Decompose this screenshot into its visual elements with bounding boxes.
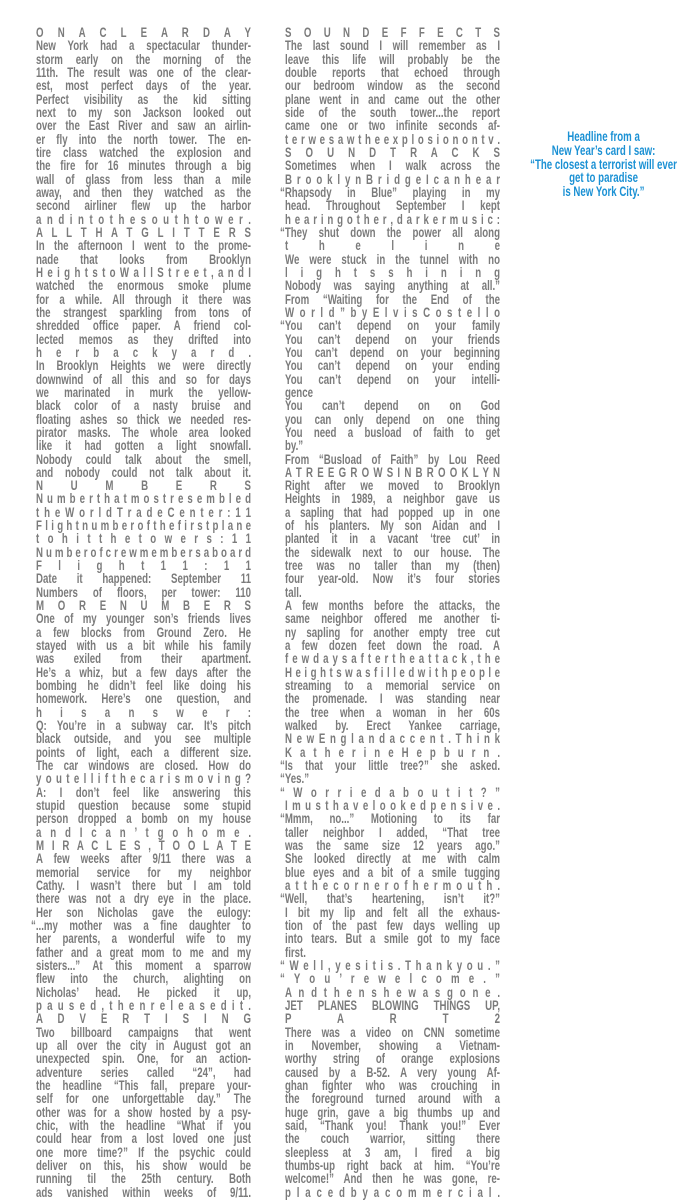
text-line: “Yes.”	[279, 771, 310, 787]
text-line: “Well, that’s heartening, isn’t it?”	[279, 891, 501, 907]
text-line: ads vanished within weeks of 9/11.	[36, 1184, 252, 1200]
text-line: Nicholas’ head. He picked it up,	[36, 984, 252, 1000]
text-line: flew into the church, alighting on	[36, 971, 252, 987]
text-line: You need a busload of faith to get	[285, 424, 501, 440]
text-line: the headline “This fall, prepare your-	[36, 1077, 252, 1093]
text-line: our bedroom window as the second	[285, 78, 501, 94]
text-line: “Is that your little tree?” she asked.	[279, 758, 501, 774]
text-line: black outside, and you see multiple	[36, 731, 252, 747]
text-line: H e i g h t s w a s f i l l e d w i t h p e o p l e	[285, 664, 501, 680]
text-line: Two billboard campaigns that went	[36, 1024, 252, 1040]
text-line: Right after we moved to Brooklyn	[285, 478, 501, 494]
text-line: memorial service for my neighbor	[36, 864, 252, 880]
text-line: there was not a dry eye in the place.	[36, 891, 252, 907]
text-line: was the same size 12 years ago.”	[285, 838, 501, 854]
pull-quote-line: New Year’s card I saw:	[551, 142, 656, 158]
text-line: A few months before the attacks, the	[285, 598, 501, 614]
text-line: a few dozen feet down the road. A	[285, 638, 501, 654]
text-line: “Mmm, no...” Motioning to its far	[279, 811, 501, 827]
text-line: came one or two infinite seconds af-	[285, 118, 501, 134]
text-line: unexpected spin. One, for an action-	[36, 1051, 252, 1067]
text-line: Cathy. I wasn’t there but I am told	[36, 878, 252, 893]
text-line: of his planters. My son Aidan and I	[285, 518, 501, 534]
text-line: over the East River and saw an airlin-	[36, 118, 252, 134]
text-line: f e w d a y s a f t e r t h e a t t a c k , t h e	[285, 651, 501, 667]
text-line: The last sound I will remember as I	[285, 38, 501, 54]
text-line: t o h i t t h e t o w e r s : 1 1	[36, 531, 252, 547]
text-line: Sometimes when I walk across the	[285, 158, 501, 174]
text-line: head. Throughout September I kept	[285, 198, 501, 214]
text-line: plane went in and came out the other	[285, 91, 501, 107]
text-line: deliver on this, his show would be	[36, 1157, 252, 1173]
text-line: black color of a nasty bruise and	[36, 398, 252, 414]
text-line: N U M B E R S	[36, 478, 252, 494]
text-line: self for one unforgettable day.” The	[36, 1091, 252, 1107]
text-line: said, “Thank you! Thank you!” Ever	[285, 1117, 501, 1133]
text-line: the promenade. I was standing near	[285, 691, 501, 707]
text-line: Perfect visibility as the kid sitting	[36, 91, 252, 107]
text-line: wall of glass from less than a mile	[36, 171, 252, 187]
text-line: downwind of all this and so for days	[36, 371, 252, 387]
text-line: ny sapling for another empty tree cut	[285, 624, 501, 640]
text-line: chic, with the headline “What if you	[36, 1117, 252, 1133]
text-line: Numbers of floors, per tower: 110	[36, 584, 252, 600]
pull-quote-line: Headline from a	[567, 129, 640, 144]
text-line: Q: You’re in a subway car. It’s pitch	[36, 718, 252, 734]
text-line: p l a c e d b y a c o m m e r c i a l .	[285, 1184, 501, 1200]
text-line: You can’t depend on your friends	[285, 331, 501, 347]
text-line: A L L T H A T G L I T T E R S	[36, 224, 252, 240]
text-line: like it had gotten a light snowfall.	[36, 438, 252, 454]
text-line: A: I don’t feel like answering this	[36, 784, 252, 800]
text-line: A D V E R T I S I N G	[36, 1011, 252, 1027]
text-line: S O U N D T R A C K S	[285, 144, 501, 160]
text-line: ghan fighter who was crouching in	[285, 1077, 501, 1093]
text-line: Nobody was saying anything at all.”	[285, 278, 501, 294]
text-line: New York had a spectacular thunder-	[36, 38, 252, 54]
text-line: t h e l i n e	[285, 238, 501, 254]
text-line: the fire for 16 minutes through a big	[36, 158, 252, 174]
text-line: H e i g h t s t o W a l l S t r e e t , a n d I	[36, 264, 252, 280]
text-line: “ W o r r i e d a b o u t i t ? ”	[279, 784, 501, 800]
text-line: K a t h e r i n e H e p b u r n .	[285, 744, 501, 760]
text-line: Heights in 1989, a neighbor gave us	[285, 491, 501, 507]
text-line: B r o o k l y n B r i d g e I c a n h e a r	[285, 171, 501, 187]
text-line: “ Y o u ’ r e w e l c o m e . ”	[279, 971, 501, 987]
text-line: N u m b e r o f c r e w m e m b e r s a b o a r d	[36, 544, 252, 560]
text-line: you can only depend on one thing	[285, 411, 501, 427]
text-line: nade that looks from Brooklyn	[36, 251, 252, 267]
text-line: a t t h e c o r n e r o f h e r m o u t h .	[285, 878, 501, 893]
text-line: tire class watched the explosion and	[36, 144, 252, 160]
text-line: same neighbor offered me another ti-	[285, 611, 501, 627]
text-line: P A R T 2	[285, 1011, 501, 1027]
text-line: a n d i n t o t h e s o u t h t o w e r .	[36, 211, 252, 227]
text-line: adventure series called “24”, had	[36, 1064, 252, 1080]
text-line: In Brooklyn Heights we were directly	[36, 358, 252, 374]
text-line: I m u s t h a v e l o o k e d p e n s i v e .	[285, 798, 501, 814]
text-line: streaming to a memorial service on	[285, 678, 501, 694]
text-line: lected memos as they drifted into	[36, 331, 252, 347]
text-line: er fly into the north tower. The en-	[36, 131, 252, 147]
text-line: in November, showing a Vietnam-	[285, 1037, 501, 1053]
text-line: walked by. Erect Yankee carriage,	[285, 718, 501, 734]
text-line: The car windows are closed. How do	[36, 758, 252, 774]
text-line: 11th. The result was one of the clear-	[36, 64, 252, 80]
text-line: and nobody could not talk about it.	[36, 464, 252, 480]
text-line: one more time?” If the psychic could	[36, 1144, 252, 1160]
pull-quote-line: “The closest a terrorist will ever	[530, 156, 677, 172]
text-line: into tears. But a smile got to my face	[285, 931, 501, 947]
text-line: we marinated in murk the yellow-	[36, 384, 252, 400]
text-line: pirator masks. The whole area looked	[36, 424, 252, 440]
text-line: stayed with us a bit while his family	[36, 638, 252, 654]
text-line: tion of the past few days welling up	[285, 917, 501, 933]
text-line: You can’t depend on your ending	[285, 358, 501, 374]
text-line: floating ashes so thick we needed res-	[36, 411, 252, 427]
text-line: worthy string of orange explosions	[285, 1051, 501, 1067]
text-line: sleepless at 3 am, I fired a big	[285, 1144, 501, 1160]
text-line: p a u s e d , t h e n r e l e a s e d i t .	[36, 997, 252, 1013]
text-line: gence	[285, 384, 313, 400]
text-line: a few blocks from Ground Zero. He	[36, 624, 252, 640]
text-line: M I R A C L E S , T O O L A T E	[36, 838, 252, 854]
text-line: F l i g h t 1 1 : 1 1	[36, 558, 252, 574]
text-line: She looked directly at me with calm	[285, 851, 501, 867]
text-line: M O R E N U M B E R S	[36, 598, 252, 614]
text-line: first.	[285, 944, 306, 960]
text-line: W o r l d ” b y E l v i s C o s t e l l o	[285, 304, 501, 320]
text-line: other was for a show hosted by a psy-	[36, 1104, 252, 1120]
pull-quote-line: is New York City.”	[562, 184, 645, 200]
text-line: caused by a B-52. A very young Af-	[285, 1064, 501, 1080]
text-line: thumbs-up right back at him. “You’re	[285, 1157, 501, 1173]
text-line: a sapling that had popped up in one	[285, 504, 501, 520]
text-line: double reports that echoed through	[285, 64, 501, 80]
text-line: You can’t depend on your beginning	[285, 344, 501, 360]
text-line: est, most perfect days of the year.	[36, 78, 252, 94]
text-line: away, and then they watched as the	[36, 184, 252, 200]
text-line: Her son Nicholas gave the eulogy:	[36, 904, 252, 920]
text-line: He’s a whiz, but a few days after the	[36, 664, 252, 680]
text-line: four year-old. Now it’s four stories	[285, 571, 501, 587]
text-line: running til the 25th century. Both	[36, 1171, 252, 1187]
text-line: Date it happened: September 11	[36, 571, 252, 587]
text-line: leave this life will probably be the	[285, 51, 501, 67]
column-middle	[279, 25, 501, 1200]
text-line: homework. Here’s one question, and	[36, 691, 252, 707]
text-line: O N A C L E A R D A Y	[36, 25, 252, 40]
text-line: I bit my lip and felt all the exhaus-	[285, 904, 501, 920]
text-line: N e w E n g l a n d a c c e n t . T h i n k	[285, 731, 501, 747]
text-line: bombing he didn’t feel like doing his	[36, 678, 252, 694]
text-line: welcome!” And then he was gone, re-	[285, 1171, 501, 1187]
text-line: a n d I c a n ’ t g o h o m e .	[36, 824, 252, 840]
text-line: There was a video on CNN sometime	[285, 1024, 501, 1040]
text-line: second airliner flew up the harbor	[36, 198, 252, 214]
text-line: sisters...” At this moment a sparrow	[36, 957, 252, 973]
text-line: A T R E E G R O W S I N B R O O K L Y N	[285, 464, 501, 480]
text-line: was exiled from their apartment.	[36, 651, 252, 667]
text-line: the strangest sparkling from tons of	[36, 304, 252, 320]
text-line: A few weeks after 9/11 there was a	[36, 851, 252, 867]
text-line: We were stuck in the tunnel with no	[285, 251, 501, 267]
text-line: “...my mother was a fine daughter to	[30, 917, 252, 933]
text-line: From “Waiting for the End of the	[285, 291, 501, 307]
text-line: next to my son Jackson looked out	[36, 104, 252, 120]
text-line: the couch warrior, sitting there	[285, 1131, 501, 1147]
text-line: You can’t depend on your intelli-	[285, 371, 501, 387]
text-line: the sidewalk next to our house. The	[285, 544, 501, 560]
column-left	[30, 25, 252, 1200]
text-line: her parents, a wonderful wife to my	[36, 931, 252, 947]
pull-quote-line: get to paradise	[569, 170, 638, 186]
text-line: points of light, each a different size.	[36, 744, 252, 760]
text-line: shredded office paper. A friend col-	[36, 318, 252, 334]
text-line: Nobody could talk about the smell,	[36, 451, 252, 467]
text-line: A n d t h e n s h e w a s g o n e .	[285, 984, 501, 1000]
text-line: father and a great mom to me and my	[36, 944, 252, 960]
text-line: F l i g h t n u m b e r o f t h e f i r s t p l a n e	[36, 518, 252, 534]
text-line: could hear from a lost loved one just	[36, 1131, 252, 1147]
text-line: for a while. All through it there was	[36, 291, 252, 307]
text-line: “You can’t depend on your family	[279, 318, 501, 334]
text-line: t h e W o r l d T r a d e C e n t e r : 1 1	[36, 504, 252, 520]
text-line: t e r w e s a w t h e e x p l o s i o n o n t v .	[285, 131, 501, 147]
text-line: y o u t e l l i f t h e c a r i s m o v i n g ?	[36, 771, 252, 787]
text-line: From “Busload of Faith” by Lou Reed	[285, 451, 501, 467]
text-line: taller neighbor I added, “That tree	[285, 824, 501, 840]
pull-quote	[505, 130, 700, 199]
text-line: S O U N D E F F E C T S	[285, 25, 501, 40]
text-line: h e r b a c k y a r d .	[36, 344, 252, 360]
text-line: “ W e l l , y e s i t i s . T h a n k y o u . ”	[279, 957, 501, 973]
text-line: watched the enormous smoke plume	[36, 278, 252, 294]
text-line: by.”	[285, 438, 304, 454]
text-line: h i s a n s w e r :	[36, 704, 252, 720]
text-line: JET PLANES BLOWING THINGS UP,	[285, 997, 501, 1013]
text-line: tall.	[285, 584, 302, 600]
text-line: “They shut down the power all along	[279, 224, 501, 240]
text-line: blue eyes and a bit of a smile tugging	[285, 864, 501, 880]
text-line: side of the south tower...the report	[285, 104, 501, 120]
text-line: the foreground turned around with a	[285, 1091, 501, 1107]
text-line: planted it in a vacant ‘tree cut’ in	[285, 531, 501, 547]
text-line: h e a r i n g o t h e r , d a r k e r m u s i c :	[285, 211, 501, 227]
text-line: up all over the city in August got an	[36, 1037, 252, 1053]
text-line: N u m b e r t h a t m o s t r e s e m b l e d	[36, 491, 252, 507]
text-line: You can’t depend on on God	[285, 398, 501, 414]
text-line: tree was no taller than my (then)	[285, 558, 501, 574]
text-line: person dropped a bomb on my house	[36, 811, 252, 827]
text-line: storm early on the morning of the	[36, 51, 252, 67]
text-line: huge grin, gave a big thumbs up and	[285, 1104, 501, 1120]
text-line: the tree when a woman in her 60s	[285, 704, 501, 720]
text-line: In the afternoon I went to the prome-	[36, 238, 252, 254]
text-line: One of my younger son’s friends lives	[36, 611, 252, 627]
text-line: stupid question because some stupid	[36, 798, 252, 814]
text-line: “Rhapsody in Blue” playing in my	[279, 184, 501, 200]
text-line: l i g h t s s h i n i n g	[285, 264, 501, 280]
